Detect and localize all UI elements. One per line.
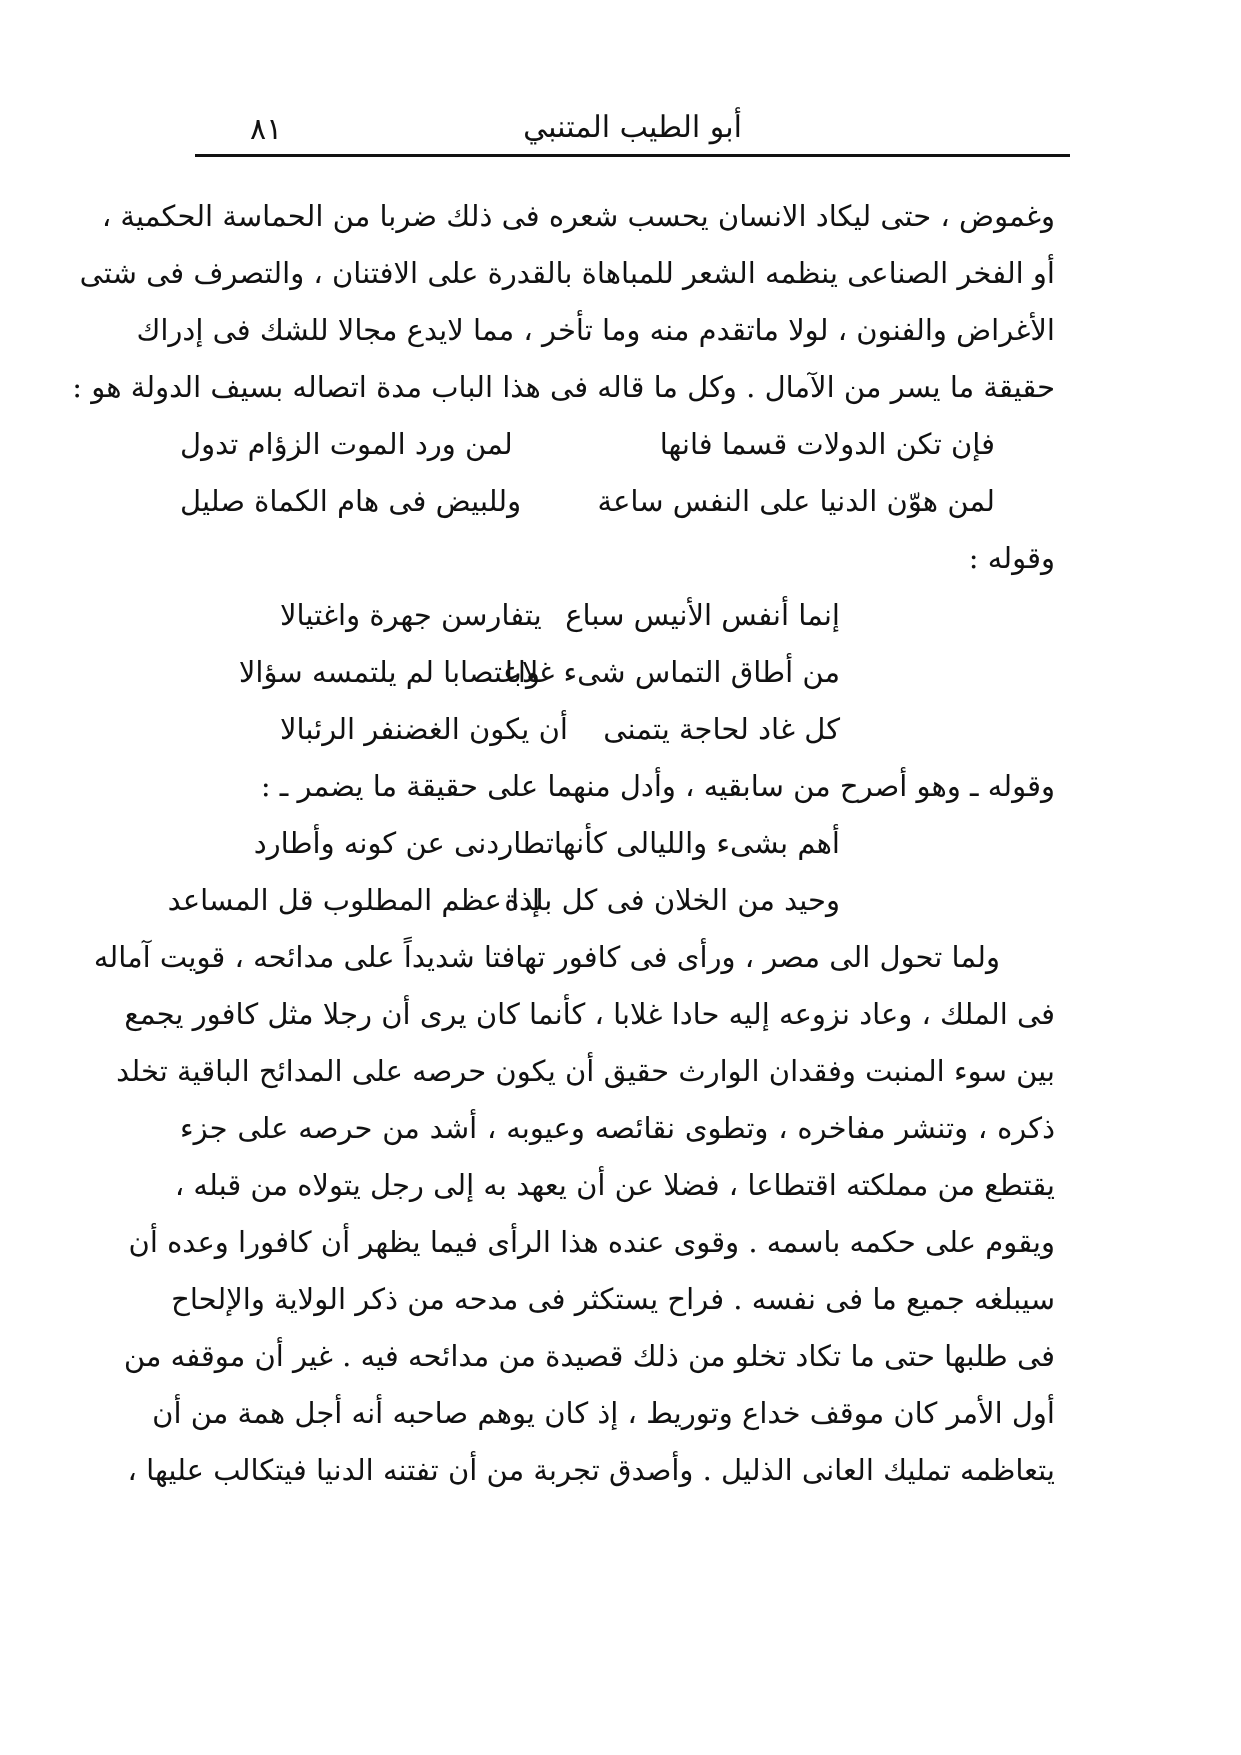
text-line: فى طلبها حتى ما تكاد تخلو من ذلك قصيدة من مدائحه فيه . غير أن موقفه من [123, 1339, 1055, 1373]
paragraph-2 [93, 929, 1055, 1499]
verse-line [180, 587, 1055, 644]
verse-group-2 [180, 587, 1055, 758]
verse-first-hemistich: وحيد من الخلان فى كل بلدة [504, 883, 840, 917]
page-body [72, 188, 1055, 1499]
verse-second-hemistich: لمن ورد الموت الزؤام تدول [180, 427, 513, 461]
text-line: يقتطع من مملكته اقتطاعا ، فضلا عن أن يعهد به إلى رجل يتولاه من قبله ، [174, 1168, 1055, 1202]
text-line: ذكره ، وتنشر مفاخره ، وتطوى نقائصه وعيوبه ، أشد من حرصه على جزء [180, 1111, 1055, 1145]
verse-second-hemistich: إذا عظم المطلوب قل المساعد [167, 883, 540, 917]
header-rule [195, 154, 1070, 157]
text-line: الأغراض والفنون ، لولا ماتقدم منه وما تأخر ، مما لايدع مجالا للشك فى إدراك [136, 313, 1055, 347]
verse-line [167, 872, 1055, 929]
text-line: ويقوم على حكمه باسمه . وقوى عنده هذا الرأى فيما يظهر أن كافورا وعده أن [128, 1225, 1055, 1259]
verse-second-hemistich: أن يكون الغضنفر الرئبالا [280, 712, 568, 746]
verse-line [180, 644, 1055, 701]
page-number: ٨١ [250, 112, 283, 147]
text-line: يتعاظمه تمليك العانى الذليل . وأصدق تجربة من أن تفتنه الدنيا فيتكالب عليها ، [127, 1453, 1055, 1487]
text-line: فى الملك ، وعاد نزوعه إليه حادا غلابا ، كأنما كان يرى أن رجلا مثل كافور يجمع [124, 997, 1055, 1031]
verse-line [180, 473, 1055, 530]
verse-line [180, 701, 1055, 758]
paragraph-1 [72, 188, 1055, 416]
text-line: وغموض ، حتى ليكاد الانسان يحسب شعره فى ذلك ضربا من الحماسة الحكمية ، [101, 199, 1055, 233]
verse-second-hemistich: تطاردنى عن كونه وأطارد [253, 826, 554, 860]
text-line: ولما تحول الى مصر ، ورأى فى كافور تهافتا شديداً على مدائحه ، قويت آماله [93, 940, 1000, 974]
text-line: سيبلغه جميع ما فى نفسه . فراح يستكثر فى مدحه من ذكر الولاية والإلحاح [171, 1282, 1055, 1316]
verse-second-hemistich: وللبيض فى هام الكماة صليل [180, 484, 522, 518]
text-line: حقيقة ما يسر من الآمال . وكل ما قاله فى هذا الباب مدة اتصاله بسيف الدولة هو : [72, 370, 1055, 404]
verse-line [180, 815, 1055, 872]
text-line: بين سوء المنبت وفقدان الوارث حقيق أن يكون حرصه على المدائح الباقية تخلد [116, 1054, 1055, 1088]
verse-first-hemistich: أهم بشىء والليالى كأنها [553, 826, 840, 860]
verse-first-hemistich: فإن تكن الدولات قسما فانها [659, 427, 995, 461]
verse-first-hemistich: كل غاد لحاجة يتمنى [603, 712, 840, 746]
verse-group-3 [167, 815, 1055, 929]
running-title: أبو الطيب المتنبي [523, 110, 742, 145]
verse-intro: وقوله : [968, 541, 1055, 575]
verse-first-hemistich: لمن هوّن الدنيا على النفس ساعة [597, 484, 995, 518]
text-line: أو الفخر الصناعى ينظمه الشعر للمباهاة بالقدرة على الافتنان ، والتصرف فى شتى [79, 256, 1055, 290]
verse-intro: وقوله ـ وهو أصرح من سابقيه ، وأدل منهما على حقيقة ما يضمر ـ : [260, 769, 1055, 803]
verse-first-hemistich: إنما أنفس الأنيس سباع [565, 598, 840, 632]
verse-line [180, 416, 1055, 473]
verse-second-hemistich: واغتصابا لم يلتمسه سؤالا [238, 655, 540, 689]
page-header [195, 88, 1070, 154]
verse-group-1 [180, 416, 1055, 530]
text-line: أول الأمر كان موقف خداع وتوريط ، إذ كان يوهم صاحبه أنه أجل همة من أن [152, 1396, 1055, 1430]
verse-second-hemistich: يتفارسن جهرة واغتيالا [280, 598, 542, 632]
verse-first-hemistich: من أطاق التماس شىء غلابا [504, 655, 840, 689]
